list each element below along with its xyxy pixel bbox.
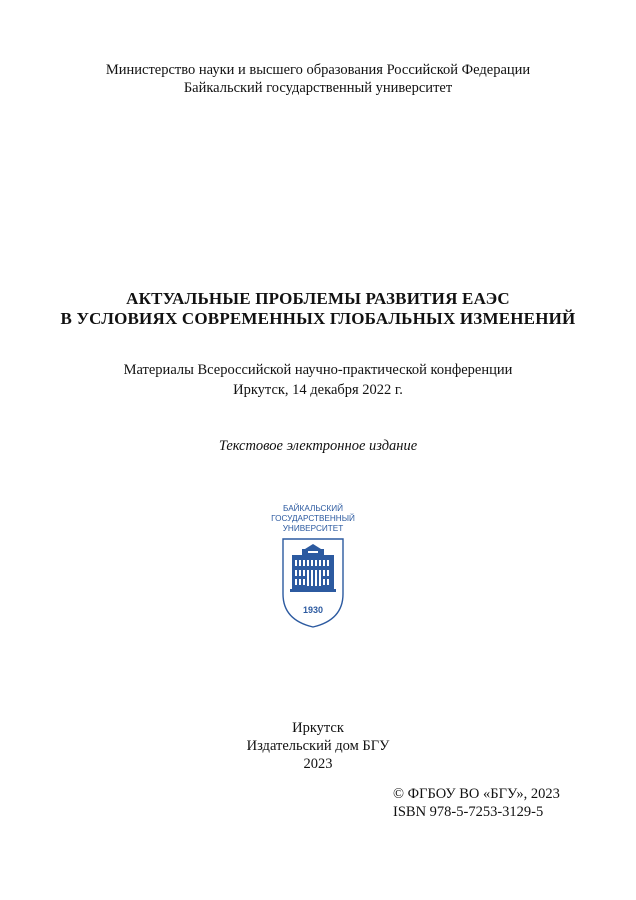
logo-text-line-3: УНИВЕРСИТЕТ [282, 524, 344, 533]
logo-year: 1930 [302, 605, 324, 615]
building-icon [290, 544, 336, 592]
conference-materials-line: Материалы Всероссийской научно-практической конференции [123, 362, 513, 378]
logo-text-line-1: БАЙКАЛЬСКИЙ [283, 504, 343, 513]
book-title-line-1: АКТУАЛЬНЫЕ ПРОБЛЕМЫ РАЗВИТИЯ ЕАЭС [126, 289, 510, 308]
edition-type: Текстовое электронное издание [218, 438, 418, 454]
imprint-publisher: Издательский дом БГУ [246, 738, 390, 754]
university-logo [258, 502, 368, 630]
imprint-city: Иркутск [292, 720, 344, 736]
conference-date-line: Иркутск, 14 декабря 2022 г. [233, 382, 403, 398]
copyright-line: © ФГБОУ ВО «БГУ», 2023 [393, 786, 560, 802]
university-line: Байкальский государственный университет [183, 80, 453, 96]
book-title-line-2: В УСЛОВИЯХ СОВРЕМЕННЫХ ГЛОБАЛЬНЫХ ИЗМЕНЕНИЙ [60, 309, 576, 328]
logo-text-line-2: ГОСУДАРСТВЕННЫЙ [271, 514, 355, 523]
ministry-line: Министерство науки и высшего образования Российской Федерации [105, 62, 531, 78]
imprint-year: 2023 [303, 756, 333, 772]
isbn-line: ISBN 978-5-7253-3129-5 [393, 804, 544, 820]
